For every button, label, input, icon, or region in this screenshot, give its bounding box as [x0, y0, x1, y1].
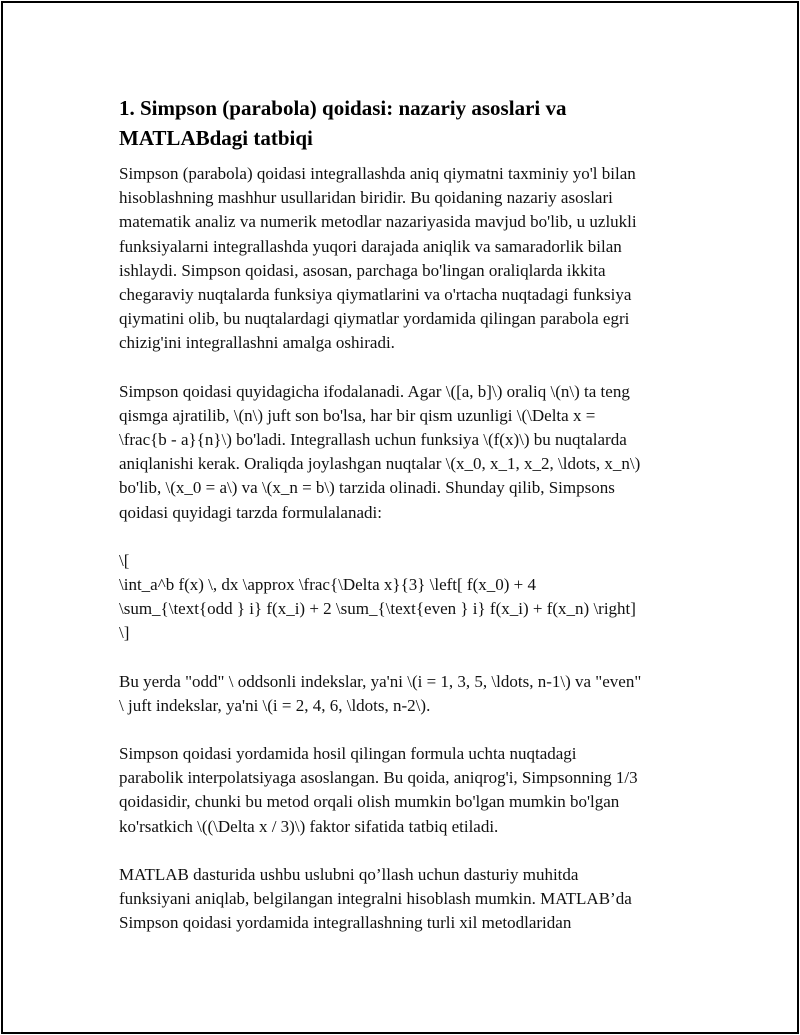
text-line: matematik analiz va numerik metodlar nazariyasida mavjud bo'lib, u uzlukli [119, 212, 637, 232]
document-page [1, 1, 799, 1034]
text-line: qiymatini olib, bu nuqtalardagi qiymatlar yordamida qilingan parabola egri [119, 309, 630, 329]
paragraph-interpolation [119, 742, 699, 839]
text-line: funksiyani aniqlab, belgilangan integralni hisoblash mumkin. MATLAB’da [119, 889, 632, 909]
text-line: ishlaydi. Simpson qoidasi, asosan, parchaga bo'lingan oraliqlarda ikkita [119, 260, 606, 280]
paragraph-formula [119, 549, 699, 646]
text-line: hisoblashning mashhur usullaridan biridir. Bu qoidaning nazariy asoslari [119, 188, 613, 208]
section-title [119, 93, 699, 153]
text-line: Simpson qoidasi yordamida integrallashning turli xil metodlaridan [119, 913, 572, 933]
text-line: chegaraviy nuqtalarda funksiya qiymatlarini va o'rtacha nuqtadagi funksiya [119, 285, 632, 305]
title-line: 1. Simpson (parabola) qoidasi: nazariy asoslari va [119, 96, 567, 120]
formula-line: \[ [119, 550, 130, 570]
text-line: qismga ajratilib, \(n\) juft son bo'lsa, har bir qism uzunligi \(\Delta x = [119, 405, 596, 425]
text-line: bo'lib, \(x_0 = a\) va \(x_n = b\) tarzida olinadi. Shunday qilib, Simpsons [119, 478, 615, 498]
text-line: parabolik interpolatsiyaga asoslangan. Bu qoida, aniqrog'i, Simpsonning 1/3 [119, 768, 638, 788]
text-line: funksiyalarni integrallashda yuqori darajada aniqlik va samaradorlik bilan [119, 236, 622, 256]
formula-line: \sum_{\text{odd } i} f(x_i) + 2 \sum_{\text{even } i} f(x_i) + f(x_n) \right] [119, 599, 636, 619]
paragraph-indices [119, 670, 699, 718]
text-line: aniqlanishi kerak. Oraliqda joylashgan nuqtalar \(x_0, x_1, x_2, \ldots, x_n\) [119, 454, 641, 474]
text-line: \frac{b - a}{n}\) bo'ladi. Integrallash uchun funksiya \(f(x)\) bu nuqtalarda [119, 430, 627, 450]
text-line: Simpson (parabola) qoidasi integrallashda aniq qiymatni taxminiy yo'l bilan [119, 164, 636, 183]
paragraph-matlab [119, 863, 699, 936]
paragraph-definition [119, 380, 699, 525]
text-line: Simpson qoidasi quyidagicha ifodalanadi. Agar \([a, b]\) oraliq \(n\) ta teng [119, 381, 630, 401]
text-line: qoidasidir, chunki bu metod orqali olish mumkin bo'lgan mumkin bo'lgan [119, 792, 620, 812]
formula-line: \int_a^b f(x) \, dx \approx \frac{\Delta x}{3} \left[ f(x_0) + 4 [119, 575, 536, 595]
text-line: qoidasi quyidagi tarzda formulalanadi: [119, 502, 382, 522]
formula-line: \] [119, 623, 130, 643]
text-line: Bu yerda "odd" \ oddsonli indekslar, ya'ni \(i = 1, 3, 5, \ldots, n-1\) va "even" [119, 671, 642, 691]
document-content [119, 93, 699, 959]
text-line: \ juft indekslar, ya'ni \(i = 2, 4, 6, \ldots, n-2\). [119, 695, 431, 715]
text-line: ko'rsatkich \((\Delta x / 3)\) faktor sifatida tatbiq etiladi. [119, 816, 499, 836]
text-line: MATLAB dasturida ushbu uslubni qo’llash uchun dasturiy muhitda [119, 864, 579, 884]
title-line: MATLABdagi tatbiqi [119, 126, 313, 150]
paragraph-intro [119, 162, 699, 356]
text-line: chizig'ini integrallashni amalga oshiradi. [119, 333, 395, 353]
text-line: Simpson qoidasi yordamida hosil qilingan formula uchta nuqtadagi [119, 744, 577, 764]
